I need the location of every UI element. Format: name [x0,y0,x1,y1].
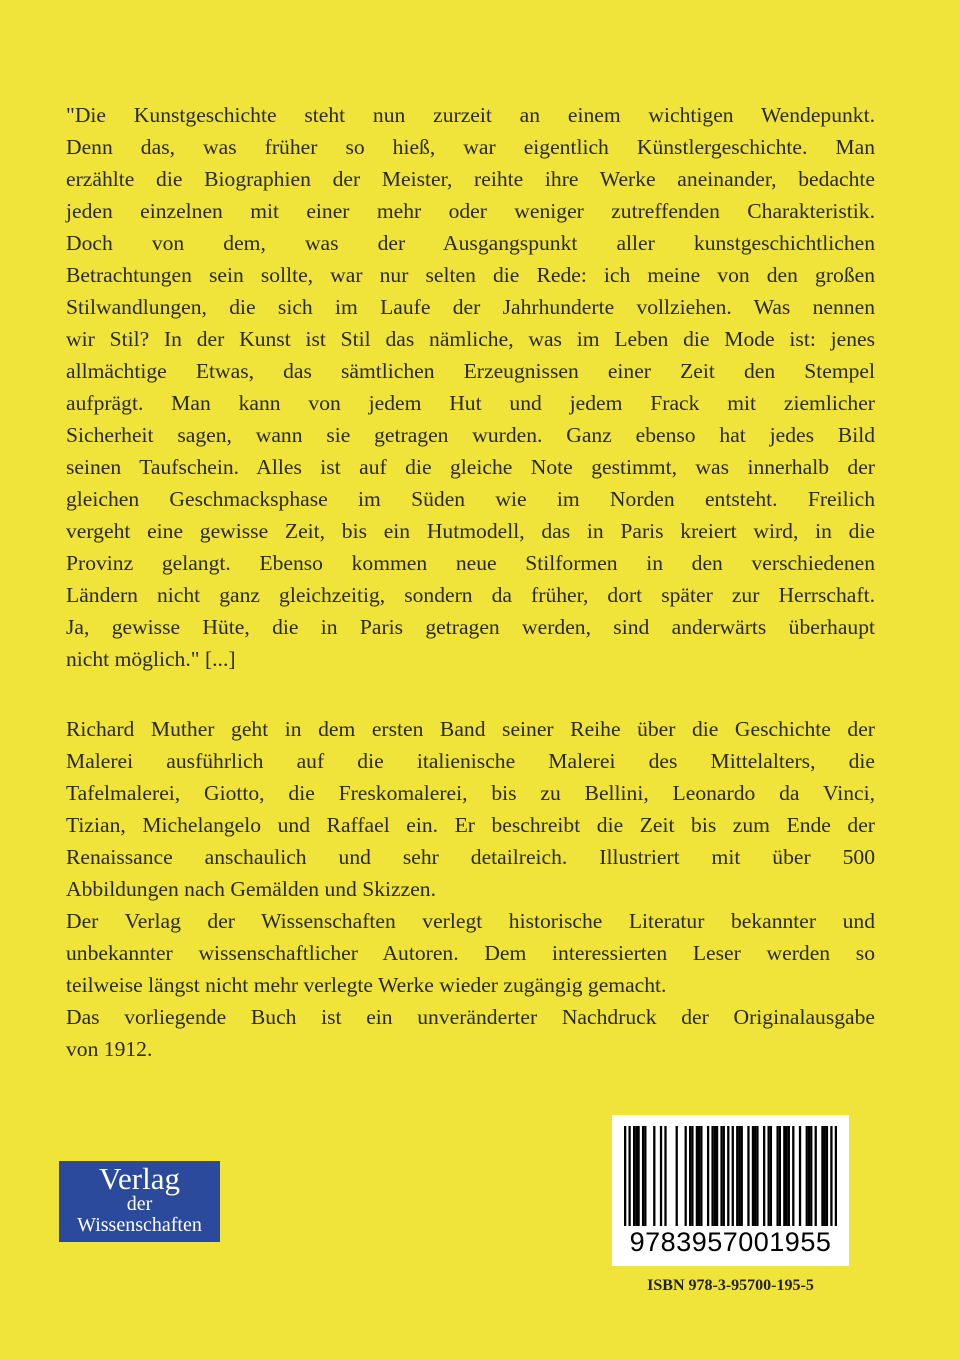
barcode-bar [808,1126,810,1226]
barcode-bar [741,1126,743,1226]
barcode-bar [700,1126,702,1226]
description-line: Abbildungen nach Gemälden und Skizzen. [66,877,436,901]
quote-line: allmächtige Etwas, das sämtlichen Erzeugnissen einer Zeit den Stempel [66,359,875,383]
barcode-bar [821,1126,823,1226]
barcode-bar [711,1126,713,1226]
quote-line: nicht möglich." [...] [66,647,236,671]
barcode-bar [633,1126,635,1226]
quote-line: seinen Taufschein. Alles ist auf die gleiche Note gestimmt, was innerhalb der [66,455,875,479]
barcode-bar [696,1126,698,1226]
quote-text [66,99,875,675]
barcode-bar [835,1126,837,1226]
quote-line: Sicherheit sagen, wann sie getragen wurden. Ganz ebenso hat jedes Bild [66,423,875,447]
quote-line: Provinz gelangt. Ebenso kommen neue Stilformen in den verschiedenen [66,551,875,575]
description-line: teilweise längst nicht mehr verlegte Werke wieder zugängig gemacht. [66,973,667,997]
barcode-bar [756,1126,758,1226]
barcode-bar [747,1126,749,1226]
barcode-bar [635,1126,637,1226]
description-line: Der Verlag der Wissenschaften verlegt historische Literatur bekannter und [66,909,875,933]
quote-line: Ja, gewisse Hüte, die in Paris getragen werden, sind anderwärts überhaupt [66,615,875,639]
barcode-bar [810,1126,812,1226]
quote-line: aufprägt. Man kann von jedem Hut und jedem Frack mit ziemlicher [66,391,875,415]
barcode [612,1115,849,1266]
description-line: Malerei ausführlich auf die italienische Malerei des Mittelalters, die [66,749,875,773]
logo-line-verlag: Verlag [99,1161,180,1196]
barcode-bar [799,1126,801,1226]
quote-line: Doch von dem, was der Ausgangspunkt aller kunstgeschichtlichen [66,231,875,255]
barcode-bar [653,1126,655,1226]
barcode-bar [732,1126,734,1226]
barcode-bar [763,1126,765,1226]
barcode-bar [637,1126,639,1226]
publisher-logo [59,1161,220,1242]
quote-line: gleichen Geschmacksphase im Süden wie im Norden entsteht. Freilich [66,487,875,511]
barcode-bar [698,1126,700,1226]
barcode-bar [628,1126,630,1226]
barcode-bar [727,1126,729,1226]
barcode-bar [642,1126,644,1226]
quote-line: wir Stil? In der Kunst ist Stil das nämliche, was im Leben die Mode ist: jenes [66,327,875,351]
barcode-bar [685,1126,687,1226]
barcode-bar [752,1126,754,1226]
barcode-bar [720,1126,722,1226]
barcode-bar [815,1126,817,1226]
barcode-bar [644,1126,646,1226]
barcode-bar [660,1126,662,1226]
quote-line: Betrachtungen sein sollte, war nur selten die Rede: ich meine von den großen [66,263,875,287]
quote-line: "Die Kunstgeschichte steht nun zurzeit an einem wichtigen Wendepunkt. [66,103,875,127]
barcode-bar [788,1126,790,1226]
quote-line: Ländern nicht ganz gleichzeitig, sondern da früher, dort später zur Herrschaft. [66,583,875,607]
barcode-bar [707,1126,709,1226]
barcode-bar [826,1126,828,1226]
barcode-bar [830,1126,832,1226]
barcode-bar [779,1126,781,1226]
quote-line: erzählte die Biographien der Meister, reihte ihre Werke aneinander, bedachte [66,167,875,191]
barcode-bar [767,1126,769,1226]
barcode-bar [792,1126,794,1226]
barcode-bar [776,1126,778,1226]
description-line: Tafelmalerei, Giotto, die Freskomalerei, bis zu Bellini, Leonardo da Vinci, [66,781,875,805]
barcode-bar [716,1126,718,1226]
barcode-bar [691,1126,693,1226]
description-line: Tizian, Michelangelo und Raffael ein. Er beschreibt die Zeit bis zum Ende der [66,813,875,837]
barcode-digits: 9783957001955 [629,1227,832,1257]
quote-line: Stilwandlungen, die sich im Laufe der Jahrhunderte vollziehen. Was nennen [66,295,875,319]
barcode-bar [824,1126,826,1226]
description-line: von 1912. [66,1037,153,1061]
quote-line: vergeht eine gewisse Zeit, bis ein Hutmodell, das in Paris kreiert wird, in die [66,519,875,543]
description-line: Das vorliegende Buch ist ein unveränderter Nachdruck der Originalausgabe [66,1005,875,1029]
barcode-bar [738,1126,740,1226]
barcode-bars [624,1126,837,1226]
barcode-bar [676,1126,678,1226]
barcode-bar [785,1126,787,1226]
barcode-bar [624,1126,626,1226]
logo-line-der: der [126,1193,153,1215]
barcode-bar [754,1126,756,1226]
barcode-bar [783,1126,785,1226]
barcode-bar [723,1126,725,1226]
barcode-bar [664,1126,666,1226]
quote-line: Denn das, was früher so hieß, war eigentlich Künstlergeschichte. Man [66,135,875,159]
barcode-bar [736,1126,738,1226]
logo-line-wissenschaften: Wissenschaften [77,1214,202,1236]
barcode-bar [770,1126,772,1226]
barcode-bar [714,1126,716,1226]
description-line: unbekannter wissenschaftlicher Autoren. Dem interessierten Leser werden so [66,941,875,965]
barcode-bar [806,1126,808,1226]
description-text [66,713,875,1065]
barcode-bar [689,1126,691,1226]
description-line: Renaissance anschaulich und sehr detailreich. Illustriert mit über 500 [66,845,875,869]
isbn-label: ISBN 978-3-95700-195-5 [647,1277,814,1294]
description-line: Richard Muther geht in dem ersten Band seiner Reihe über die Geschichte der [66,717,875,741]
quote-line: jeden einzelnen mit einer mehr oder weniger zutreffenden Charakteristik. [66,199,875,223]
